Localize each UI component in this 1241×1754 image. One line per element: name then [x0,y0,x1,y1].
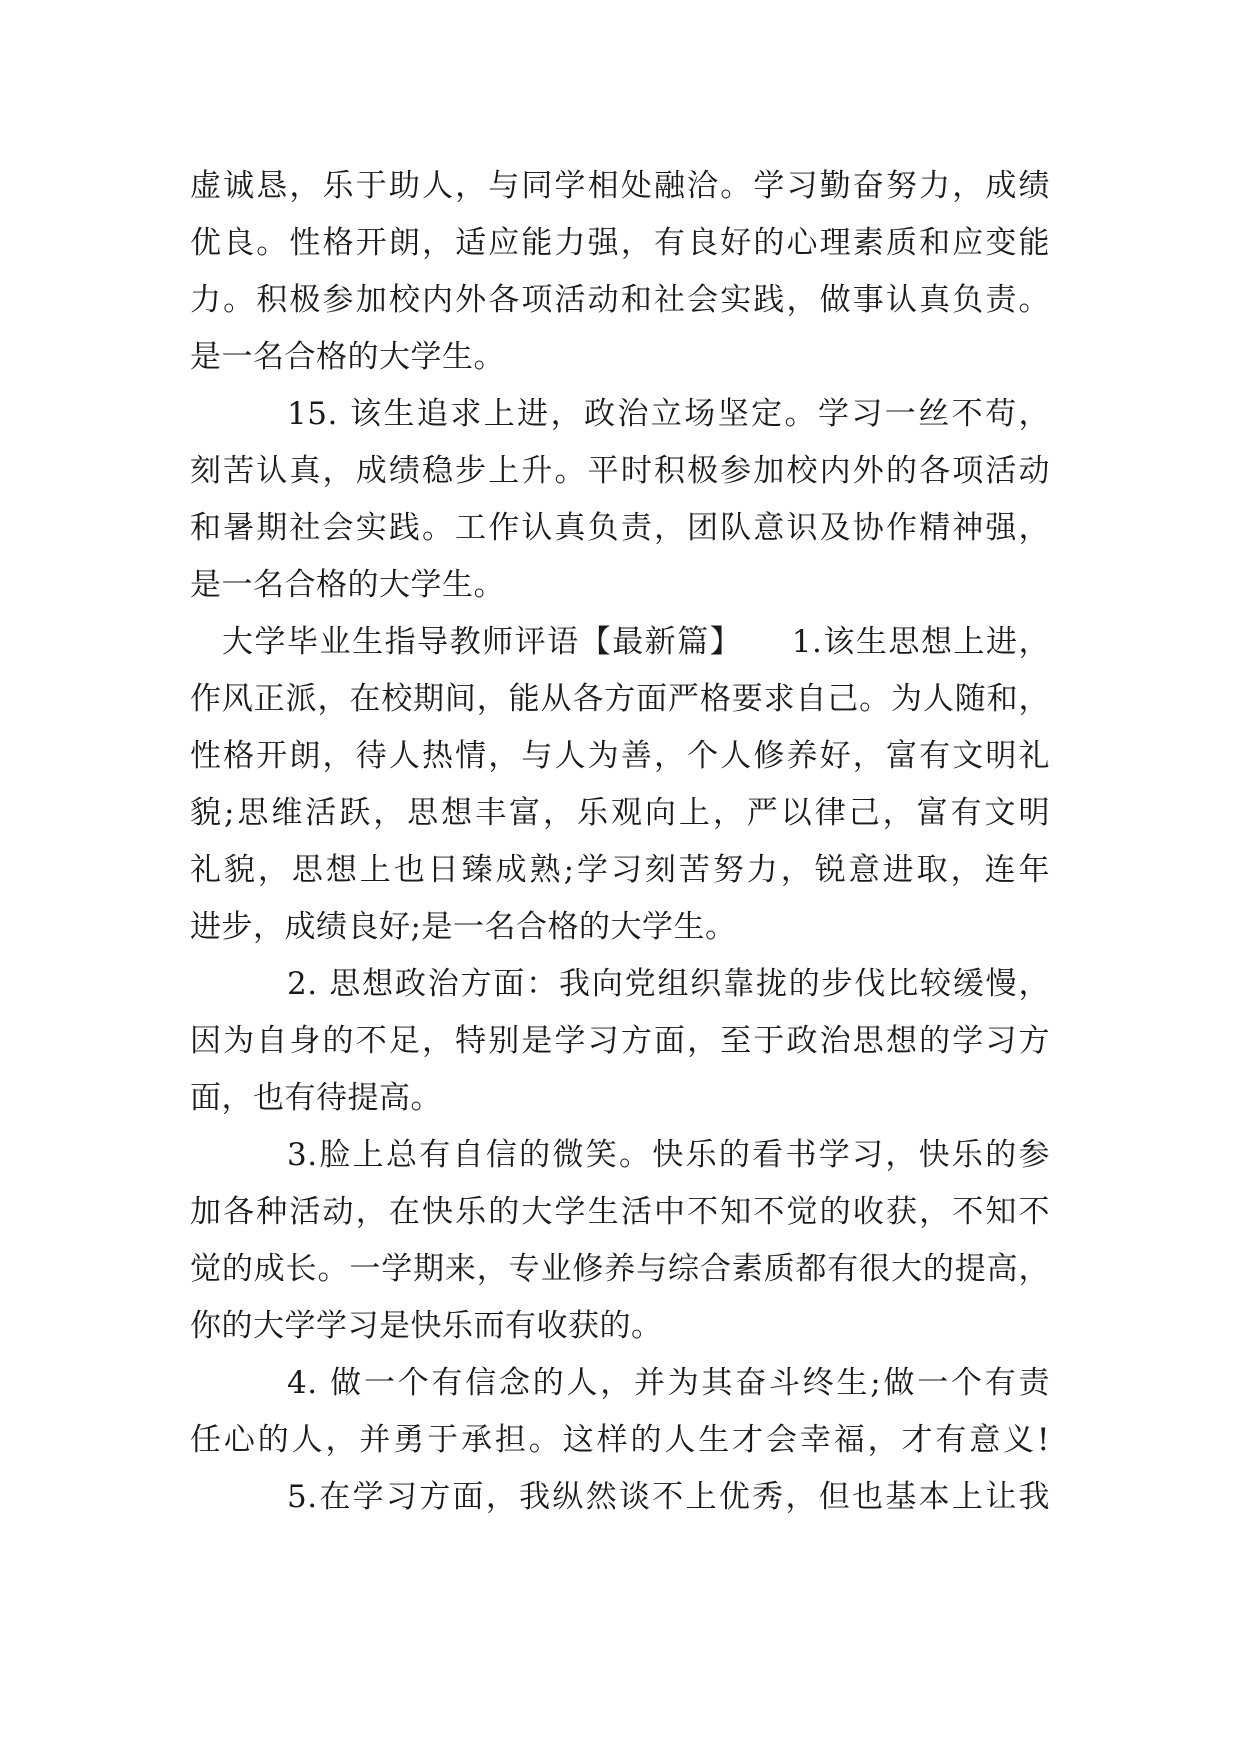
body-text-line: 和暑期社会实践。工作认真负责，团队意识及协作精神强， [190,510,1050,546]
body-text-line: 进步，成绩良好;是一名合格的大学生。 [190,909,737,945]
body-text-line: 貌;思维活跃，思想丰富，乐观向上，严以律己，富有文明 [190,795,1050,831]
section-heading-line: 大学毕业生指导教师评语【最新篇】 1.该生思想上进， [222,624,1050,660]
body-text-line: 加各种活动，在快乐的大学生活中不知不觉的收获，不知不 [190,1194,1050,1230]
body-text-line: 虚诚恳，乐于助人，与同学相处融洽。学习勤奋努力，成绩 [190,168,1050,204]
list-item-3-first-line: 3.脸上总有自信的微笑。快乐的看书学习，快乐的参 [287,1137,1050,1173]
body-text-line: 优良。性格开朗，适应能力强，有良好的心理素质和应变能 [190,225,1050,261]
body-text-line: 因为自身的不足，特别是学习方面，至于政治思想的学习方 [190,1023,1050,1059]
list-item-15-first-line: 15. 该生追求上进，政治立场坚定。学习一丝不苟， [287,396,1050,432]
body-text-line: 觉的成长。一学期来，专业修养与综合素质都有很大的提高， [190,1251,1050,1287]
body-text-line: 是一名合格的大学生。 [190,567,505,603]
list-item-4-first-line: 4. 做一个有信念的人，并为其奋斗终生;做一个有责 [287,1365,1050,1401]
body-text-line: 你的大学学习是快乐而有收获的。 [190,1308,663,1344]
body-text-line: 面，也有待提高。 [190,1080,442,1116]
body-text-line: 作风正派，在校期间，能从各方面严格要求自己。为人随和， [190,681,1050,717]
body-text-line: 礼貌，思想上也日臻成熟;学习刻苦努力，锐意进取，连年 [190,852,1050,888]
list-item-5-first-line: 5.在学习方面，我纵然谈不上优秀，但也基本上让我 [287,1479,1050,1515]
body-text-line: 刻苦认真，成绩稳步上升。平时积极参加校内外的各项活动 [190,453,1050,489]
body-text-line: 是一名合格的大学生。 [190,339,505,375]
body-text-line: 性格开朗，待人热情，与人为善，个人修养好，富有文明礼 [190,738,1050,774]
body-text-line: 力。积极参加校内外各项活动和社会实践，做事认真负责。 [190,282,1050,318]
body-text-line: 任心的人，并勇于承担。这样的人生才会幸福，才有意义! [190,1422,1050,1458]
list-item-2-first-line: 2. 思想政治方面：我向党组织靠拢的步伐比较缓慢， [287,966,1050,1002]
